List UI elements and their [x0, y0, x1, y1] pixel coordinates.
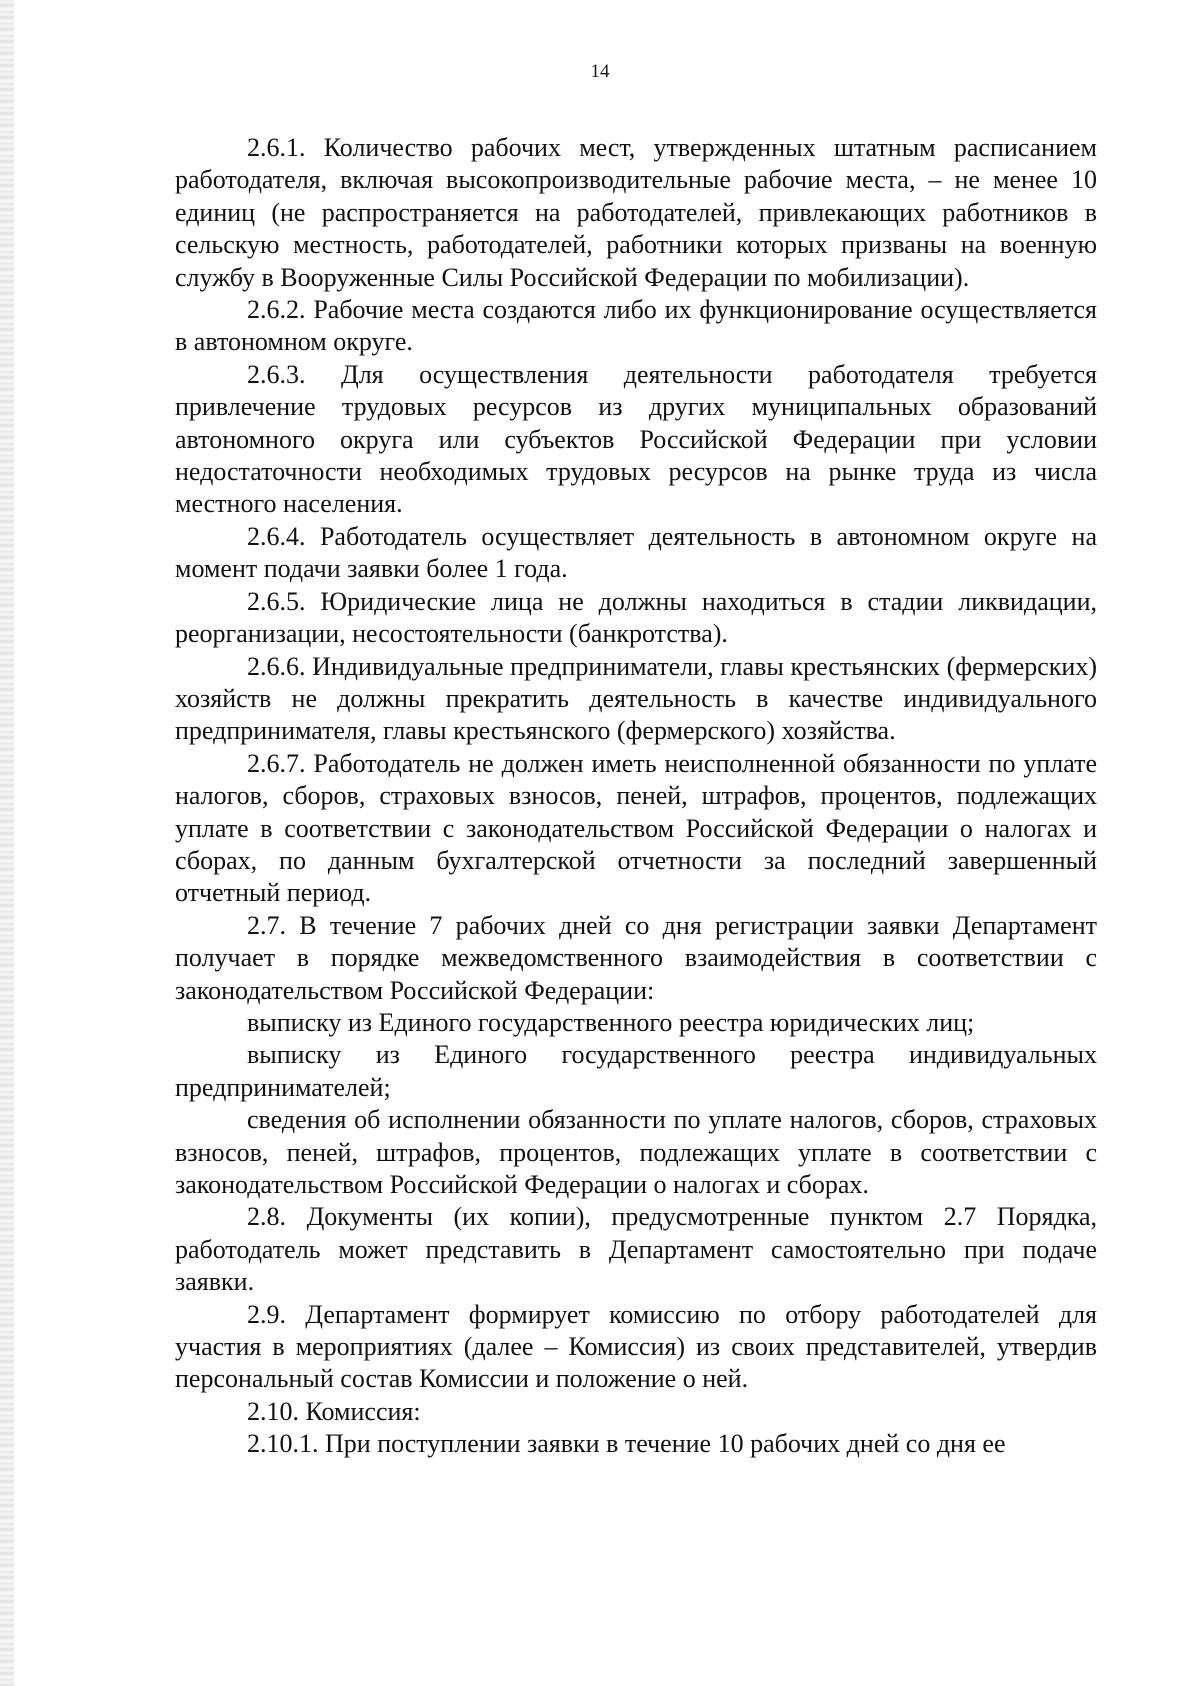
list-item-entrepreneurs-extract: выписку из Единого государственного реестра индивидуальных предпринимателей; [175, 1040, 1097, 1102]
scan-edge-artifact [0, 0, 14, 1686]
paragraph-2-6-6: 2.6.6. Индивидуальные предприниматели, главы крестьянских (фермерских) хозяйств не должны прекратить деятельность в качестве индивидуального предпринимателя, главы крестьянского (фермерского) хозяйства. [175, 651, 1097, 746]
paragraph-2-6-4: 2.6.4. Работодатель осуществляет деятельность в автономном округе на момент подачи заявки более 1 года. [175, 521, 1097, 584]
document-body [175, 132, 1097, 1461]
paragraph-2-9: 2.9. Департамент формирует комиссию по отбору работодателей для участия в мероприятиях (далее – Комиссия) из своих представителей, утвердив персональный состав Комиссии и положение о ней. [175, 1299, 1097, 1394]
paragraph-2-6-7: 2.6.7. Работодатель не должен иметь неисполненной обязанности по уплате налогов, сборов, страховых взносов, пеней, штрафов, процентов, подлежащих уплате в соответствии с законодательством Российской Федерации о налогах и сборах, по данным бухгалтерской отчетности за последний завершенный отчетный период. [175, 748, 1097, 908]
list-item-legal-entities-extract: выписку из Единого государственного реестра юридических лиц; [247, 1007, 975, 1037]
paragraph-2-7: 2.7. В течение 7 рабочих дней со дня регистрации заявки Департамент получает в порядке межведомственного взаимодействия в соответствии с законодательством Российской Федерации: [175, 910, 1097, 1005]
paragraph-2-6-5: 2.6.5. Юридические лица не должны находиться в стадии ликвидации, реорганизации, несостоятельности (банкротства). [175, 586, 1097, 649]
page-number: 14 [590, 61, 610, 82]
paragraph-2-6-3: 2.6.3. Для осуществления деятельности работодателя требуется привлечение трудовых ресурсов из других муниципальных образований автономного округа или субъектов Российской Федерации при условии недостаточности необходимых трудовых ресурсов на рынке труда из числа местного населения. [175, 359, 1097, 519]
paragraph-2-8: 2.8. Документы (их копии), предусмотренные пунктом 2.7 Порядка, работодатель может представить в Департамент самостоятельно при подаче заявки. [175, 1202, 1097, 1297]
list-item-tax-obligations: сведения об исполнении обязанности по уплате налогов, сборов, страховых взносов, пеней, штрафов, процентов, подлежащих уплате в соответствии с законодательством Российской Федерации о налогах и сборах. [175, 1105, 1097, 1199]
paragraph-2-10: 2.10. Комиссия: [247, 1396, 421, 1426]
paragraph-2-6-1: 2.6.1. Количество рабочих мест, утвержденных штатным расписанием работодателя, включая высокопроизводительные рабочие места, – не менее 10 единиц (не распространяется на работодателей, привлекающих работников в сельскую местность, работодателей, работники которых призваны на военную службу в Вооруженные Силы Российской Федерации по мобилизации). [175, 133, 1097, 292]
paragraph-2-10-1: 2.10.1. При поступлении заявки в течение 10 рабочих дней со дня ее [247, 1429, 1006, 1459]
paragraph-2-6-2: 2.6.2. Рабочие места создаются либо их функционирование осуществляется в автономном округе. [175, 295, 1097, 357]
